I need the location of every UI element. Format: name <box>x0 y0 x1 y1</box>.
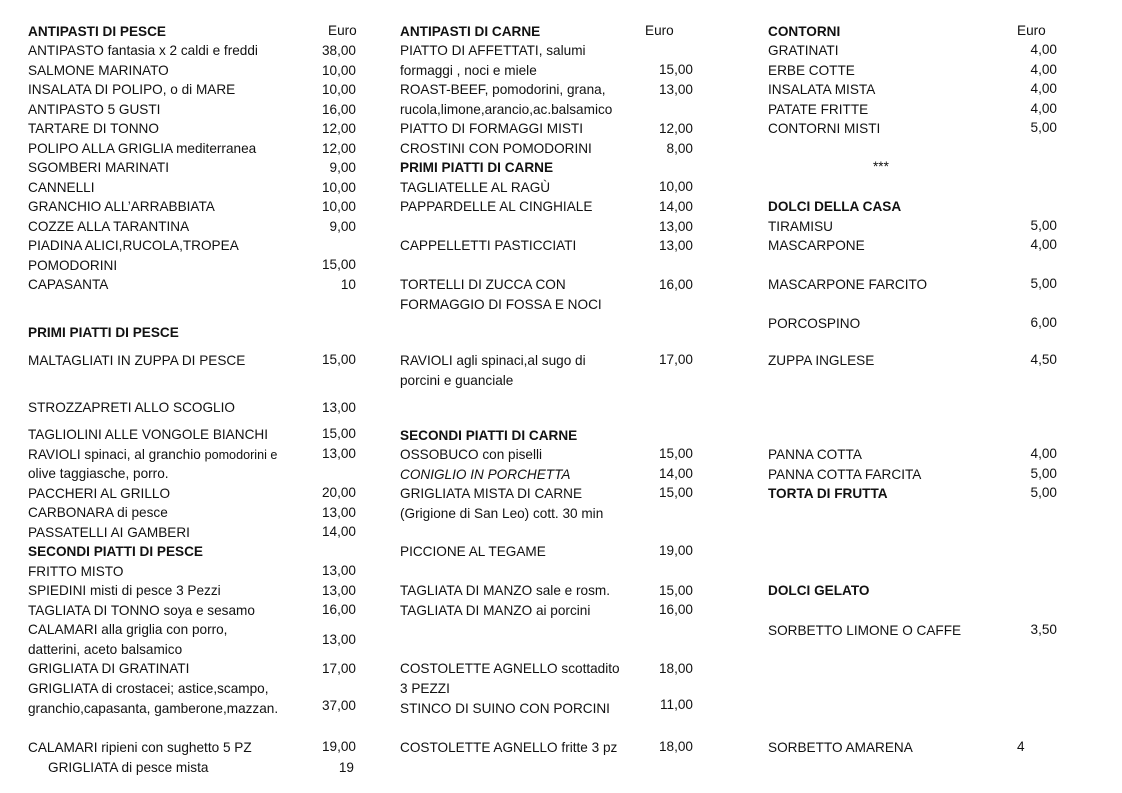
menu-item: rucola,limone,arancio,ac.balsamico <box>400 102 613 117</box>
menu-item: GRATINATI <box>768 43 839 58</box>
menu-item: porcini e guanciale <box>400 373 514 388</box>
menu-item: COZZE ALLA TARANTINA <box>28 219 190 234</box>
menu-item: GRIGLIATA di crostacei; astice,scampo, <box>28 681 269 696</box>
menu-price: 8,00 <box>666 141 693 156</box>
menu-price: 10,00 <box>321 199 356 214</box>
menu-item: PICCIONE AL TEGAME <box>400 544 546 559</box>
euro-label: Euro <box>645 23 674 38</box>
menu-item: PIADINA ALICI,RUCOLA,TROPEA <box>28 238 239 253</box>
menu-price: 13,00 <box>321 505 356 520</box>
section-header-primi-pesce: PRIMI PIATTI DI PESCE <box>28 325 179 340</box>
menu-item: SPIEDINI misti di pesce 3 Pezzi <box>28 583 221 598</box>
menu-item: PIATTO DI AFFETTATI, salumi <box>400 43 586 58</box>
menu-price: 17,00 <box>321 661 356 676</box>
menu-price: 15,00 <box>321 352 356 367</box>
menu-item: TARTARE DI TONNO <box>28 121 159 136</box>
menu-price: 38,00 <box>321 43 356 58</box>
menu-item: TORTA DI FRUTTA <box>768 486 888 501</box>
menu-item: TAGLIATA DI MANZO sale e rosm. <box>400 583 610 598</box>
menu-price: 10,00 <box>658 179 693 194</box>
menu-item: INSALATA DI POLIPO, o di MARE <box>28 82 236 97</box>
menu-item: PIATTO DI FORMAGGI MISTI <box>400 121 584 136</box>
menu-item-name-small: pomodorini e <box>204 448 278 462</box>
menu-item: MASCARPONE FARCITO <box>768 277 928 292</box>
menu-item: PAPPARDELLE AL CINGHIALE <box>400 199 593 214</box>
menu-price: 13,00 <box>321 632 356 647</box>
menu-item: POLIPO ALLA GRIGLIA mediterranea <box>28 141 257 156</box>
menu-item: SORBETTO LIMONE O CAFFE <box>768 623 962 638</box>
menu-item: STROZZAPRETI ALLO SCOGLIO <box>28 400 235 415</box>
menu-item: OSSOBUCO con piselli <box>400 447 543 462</box>
menu-price: 13,00 <box>658 238 693 253</box>
euro-label: Euro <box>1017 23 1046 38</box>
menu-price: 15,00 <box>658 446 693 461</box>
menu-item: CONTORNI MISTI <box>768 121 881 136</box>
menu-price: 4 <box>1017 739 1025 754</box>
menu-price: 4,00 <box>1030 62 1057 77</box>
menu-item: olive taggiasche, porro. <box>28 466 169 481</box>
menu-price: 9,00 <box>329 160 356 175</box>
menu-price: 4,00 <box>1030 81 1057 96</box>
menu-item: PACCHERI AL GRILLO <box>28 486 171 501</box>
menu-price: 10,00 <box>321 63 356 78</box>
menu-item: CALAMARI alla griglia con porro, <box>28 622 228 637</box>
menu-price: 20,00 <box>321 485 356 500</box>
menu-item: ANTIPASTO 5 GUSTI <box>28 102 161 117</box>
menu-item: ZUPPA INGLESE <box>768 353 875 368</box>
section-header-dolci-casa: DOLCI DELLA CASA <box>768 199 902 214</box>
menu-item: GRIGLIATA MISTA DI CARNE <box>400 486 583 501</box>
menu-price: 15,00 <box>658 583 693 598</box>
menu-price: 10,00 <box>321 82 356 97</box>
menu-price: 19,00 <box>321 739 356 754</box>
menu-item: ERBE COTTE <box>768 63 855 78</box>
menu-price: 9,00 <box>329 219 356 234</box>
menu-item: COSTOLETTE AGNELLO fritte 3 pz <box>400 740 618 755</box>
menu-item: 3 PEZZI <box>400 681 450 696</box>
menu-price: 4,00 <box>1030 42 1057 57</box>
menu-price: 15,00 <box>658 62 693 77</box>
menu-price: 17,00 <box>658 352 693 367</box>
menu-price: 18,00 <box>658 739 693 754</box>
menu-item: MALTAGLIATI IN ZUPPA DI PESCE <box>28 353 246 368</box>
menu-price: 13,00 <box>658 82 693 97</box>
menu-item: GRIGLIATA DI GRATINATI <box>28 661 190 676</box>
menu-item: PANNA COTTA FARCITA <box>768 467 922 482</box>
section-header-antipasti-pesce: ANTIPASTI DI PESCE <box>28 24 166 39</box>
menu-item: CARBONARA di pesce <box>28 505 168 520</box>
menu-price: 12,00 <box>321 141 356 156</box>
section-header-primi-carne: PRIMI PIATTI DI CARNE <box>400 160 554 175</box>
menu-item: (Grigione di San Leo) cott. 30 min <box>400 506 604 521</box>
menu-price: 19 <box>338 760 354 775</box>
menu-price: 10 <box>340 277 356 292</box>
menu-item: GRANCHIO ALL’ARRABBIATA <box>28 199 215 214</box>
menu-item: GRIGLIATA di pesce mista <box>48 760 209 775</box>
menu-item: TORTELLI DI ZUCCA CON <box>400 277 566 292</box>
menu-item: PANNA COTTA <box>768 447 862 462</box>
menu-item: CANNELLI <box>28 180 95 195</box>
menu-item: FORMAGGIO DI FOSSA E NOCI <box>400 297 602 312</box>
menu-price: 19,00 <box>658 543 693 558</box>
menu-price: 4,50 <box>1030 352 1057 367</box>
menu-item: SALMONE MARINATO <box>28 63 169 78</box>
menu-price: 5,00 <box>1030 120 1057 135</box>
menu-price: 4,00 <box>1030 446 1057 461</box>
menu-item: datterini, aceto balsamico <box>28 642 183 657</box>
section-separator: *** <box>873 159 889 174</box>
menu-item: SGOMBERI MARINATI <box>28 160 169 175</box>
menu-price: 5,00 <box>1030 276 1057 291</box>
menu-price: 10,00 <box>321 180 356 195</box>
menu-item: ANTIPASTO fantasia x 2 caldi e freddi <box>28 43 258 58</box>
euro-label: Euro <box>328 23 357 38</box>
menu-item: CAPPELLETTI PASTICCIATI <box>400 238 577 253</box>
menu-item: TAGLIATA DI MANZO ai porcini <box>400 603 591 618</box>
menu-item-name: RAVIOLI spinaci, al granchio <box>28 447 201 462</box>
menu-item: formaggi , noci e miele <box>400 63 537 78</box>
menu-price: 15,00 <box>321 426 356 441</box>
menu-price: 16,00 <box>658 277 693 292</box>
menu-item: COSTOLETTE AGNELLO scottadito <box>400 661 620 676</box>
menu-item: granchio,capasanta, gamberone,mazzan. <box>28 701 279 716</box>
menu-item: CAPASANTA <box>28 277 109 292</box>
section-header-secondi-pesce: SECONDI PIATTI DI PESCE <box>28 544 203 559</box>
menu-price: 37,00 <box>321 698 356 713</box>
menu-price: 14,00 <box>658 466 693 481</box>
menu-price: 13,00 <box>321 583 356 598</box>
menu-item: PASSATELLI AI GAMBERI <box>28 525 190 540</box>
section-header-contorni: CONTORNI <box>768 24 841 39</box>
menu-price: 11,00 <box>659 697 693 712</box>
menu-item: CROSTINI CON POMODORINI <box>400 141 592 156</box>
menu-item <box>28 447 277 463</box>
menu-price: 14,00 <box>321 524 356 539</box>
menu-price: 16,00 <box>321 602 356 617</box>
menu-price: 4,00 <box>1030 101 1057 116</box>
menu-price: 14,00 <box>658 199 693 214</box>
menu-price: 15,00 <box>321 257 356 272</box>
menu-item: TIRAMISU <box>768 219 833 234</box>
menu-item: RAVIOLI agli spinaci,al sugo di <box>400 353 586 368</box>
menu-price: 12,00 <box>321 121 356 136</box>
section-header-dolci-gelato: DOLCI GELATO <box>768 583 870 598</box>
menu-price: 5,00 <box>1030 485 1057 500</box>
menu-item: PORCOSPINO <box>768 316 861 331</box>
menu-item: ROAST-BEEF, pomodorini, grana, <box>400 82 606 97</box>
menu-item: PATATE FRITTE <box>768 102 869 117</box>
menu-price: 5,00 <box>1030 466 1057 481</box>
menu-item: POMODORINI <box>28 258 118 273</box>
menu-item: CONIGLIO IN PORCHETTA <box>400 467 571 482</box>
menu-price: 18,00 <box>658 661 693 676</box>
menu-item: CALAMARI ripieni con sughetto 5 PZ <box>28 740 252 755</box>
menu-item: MASCARPONE <box>768 238 865 253</box>
menu-item: INSALATA MISTA <box>768 82 876 97</box>
menu-item: TAGLIATELLE AL RAGÙ <box>400 180 551 195</box>
menu-price: 12,00 <box>658 121 693 136</box>
menu-item: TAGLIOLINI ALLE VONGOLE BIANCHI <box>28 427 268 442</box>
menu-price: 6,00 <box>1030 315 1057 330</box>
menu-price: 13,00 <box>321 563 356 578</box>
menu-price: 4,00 <box>1030 237 1057 252</box>
menu-item: SORBETTO AMARENA <box>768 740 913 755</box>
menu-price: 5,00 <box>1030 218 1057 233</box>
menu-item: FRITTO MISTO <box>28 564 124 579</box>
menu-price: 13,00 <box>321 400 356 415</box>
menu-price: 15,00 <box>658 485 693 500</box>
menu-price: 13,00 <box>658 219 693 234</box>
menu-price: 13,00 <box>321 446 356 461</box>
menu-price: 16,00 <box>658 602 693 617</box>
menu-price: 3,50 <box>1030 622 1057 637</box>
menu-item: TAGLIATA DI TONNO soya e sesamo <box>28 603 255 618</box>
menu-item: STINCO DI SUINO CON PORCINI <box>400 701 610 716</box>
section-header-secondi-carne: SECONDI PIATTI DI CARNE <box>400 428 578 443</box>
section-header-antipasti-carne: ANTIPASTI DI CARNE <box>400 24 541 39</box>
menu-price: 16,00 <box>321 102 356 117</box>
